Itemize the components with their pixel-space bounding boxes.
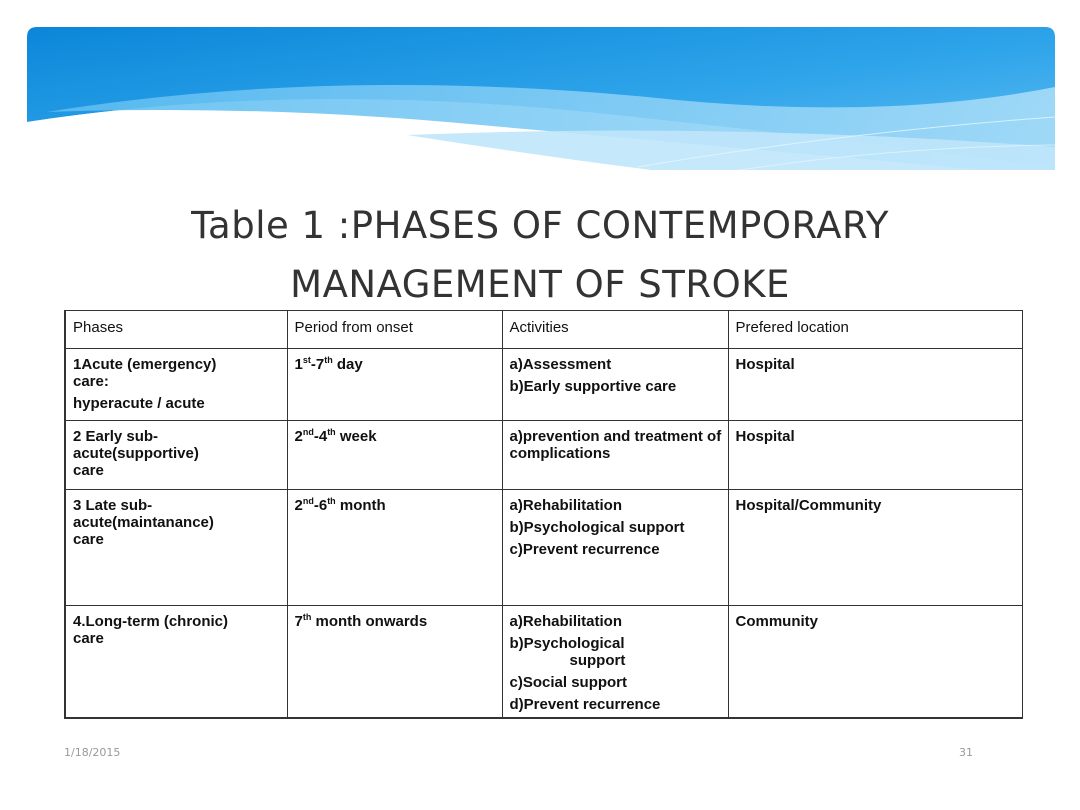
table-row — [65, 606, 1022, 719]
stroke-phases-table — [64, 310, 1023, 719]
phase-line: 2 Early sub- — [73, 428, 159, 445]
location-cell: Hospital/Community — [728, 490, 1022, 606]
activities-cell — [502, 490, 728, 606]
phase-line: 1Acute (emergency) — [73, 356, 217, 373]
activity-item: d)Prevent recurrence — [509, 696, 661, 713]
activity-item: a)Rehabilitation — [509, 497, 623, 514]
phase-line: care — [73, 531, 104, 548]
slide-title — [60, 196, 1020, 314]
phase-line: acute(maintanance) — [73, 514, 214, 531]
header-location: Prefered location — [728, 311, 1022, 349]
location-cell: Hospital — [728, 349, 1022, 421]
period-number: 1 — [294, 356, 303, 373]
period-cell — [287, 606, 502, 719]
period-number: 7 — [315, 356, 325, 373]
period-unit: month — [335, 497, 386, 514]
location-cell: Hospital — [728, 421, 1022, 490]
activity-item: a)Assessment — [509, 356, 612, 373]
period-number: 2 — [294, 497, 303, 514]
period-suffix: nd — [302, 427, 314, 437]
slide-date: 1/18/2015 — [64, 746, 121, 759]
table-header-row — [65, 311, 1022, 349]
phase-line: 4.Long-term (chronic) — [73, 613, 229, 630]
table-row — [65, 349, 1022, 421]
period-suffix: th — [327, 427, 336, 437]
phase-line: care — [73, 630, 104, 647]
slide-page-number: 31 — [959, 746, 973, 759]
activity-item: c)Social support — [509, 674, 628, 691]
phase-cell — [65, 421, 287, 490]
banner-wave-graphic — [27, 27, 1055, 175]
phase-line: care — [73, 462, 104, 479]
period-number: 2 — [294, 428, 303, 445]
header-banner — [27, 27, 1055, 175]
phase-cell — [65, 606, 287, 719]
period-suffix: th — [327, 496, 336, 506]
period-unit: month onwards — [311, 613, 428, 630]
phase-line: 3 Late sub- — [73, 497, 153, 514]
activities-cell — [502, 349, 728, 421]
phase-line: care: — [73, 373, 109, 390]
activities-cell — [502, 606, 728, 719]
period-number: 4 — [318, 428, 328, 445]
activity-item: c)Prevent recurrence — [509, 541, 660, 558]
header-phases: Phases — [65, 311, 287, 349]
period-suffix: nd — [302, 496, 314, 506]
period-number: 7 — [294, 613, 303, 630]
activities-cell — [502, 421, 728, 490]
header-activities: Activities — [502, 311, 728, 349]
period-cell: 2nd-6th month — [287, 490, 502, 606]
period-suffix: th — [302, 612, 312, 622]
table-row — [65, 421, 1022, 490]
activity-item: b)Psychological — [509, 635, 625, 652]
slide-title-line-1: Table 1 :PHASES OF CONTEMPORARY — [191, 204, 889, 247]
period-suffix: st — [302, 355, 311, 365]
activity-item: support — [569, 652, 626, 669]
phase-cell — [65, 490, 287, 606]
table-row — [65, 490, 1022, 606]
slide-title-line-2: MANAGEMENT OF STROKE — [290, 263, 790, 306]
period-number: 6 — [318, 497, 328, 514]
header-period: Period from onset — [287, 311, 502, 349]
activity-item: a)prevention and treatment of complications — [509, 428, 722, 462]
phase-line: hyperacute / acute — [73, 395, 205, 412]
activity-item: b)Psychological support — [509, 519, 685, 536]
location-cell: Community — [728, 606, 1022, 719]
phase-cell — [65, 349, 287, 421]
period-cell: 1st-7th day — [287, 349, 502, 421]
period-unit: week — [335, 428, 377, 445]
period-cell: 2nd-4th week — [287, 421, 502, 490]
activity-item: b)Early supportive care — [509, 378, 677, 395]
activity-item: a)Rehabilitation — [509, 613, 623, 630]
phase-line: acute(supportive) — [73, 445, 199, 462]
period-suffix: th — [324, 355, 333, 365]
period-unit: day — [332, 356, 363, 373]
